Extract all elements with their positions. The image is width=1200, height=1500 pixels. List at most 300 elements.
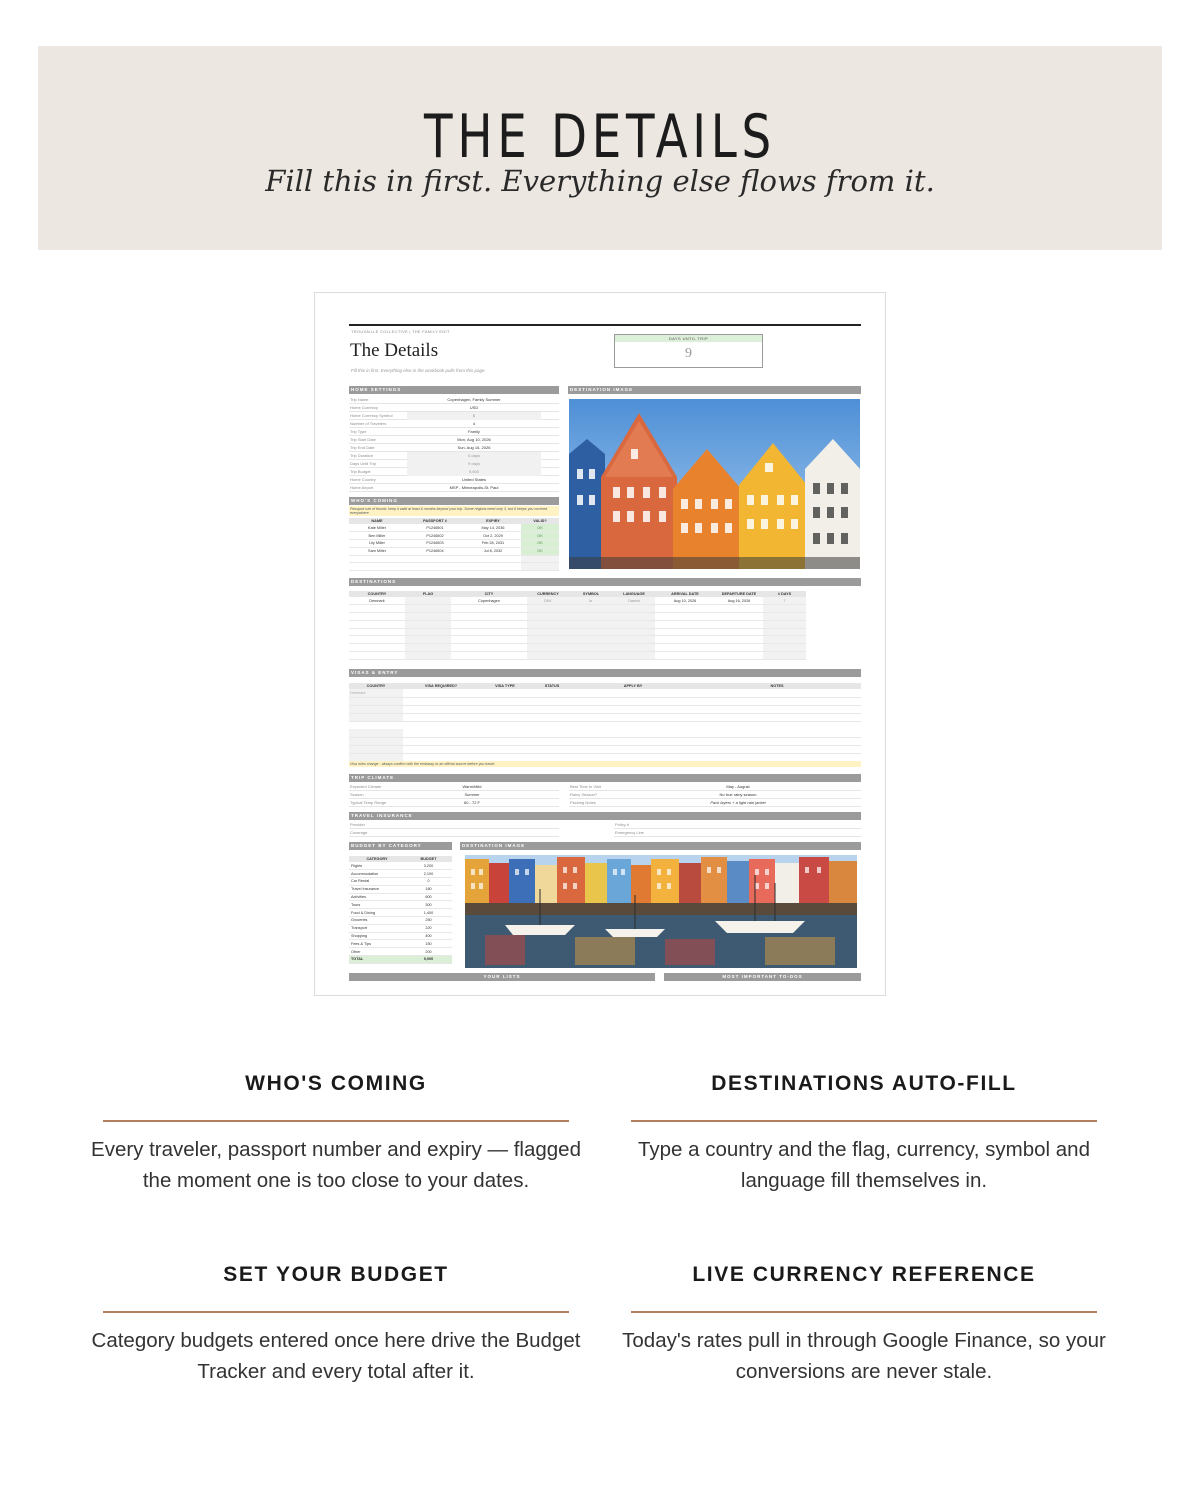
home-setting-value: Mon, Aug 10, 2026 [457, 437, 491, 442]
budget-category: Transport [349, 924, 405, 932]
whos-coming-header: WHO'S COMING [349, 497, 559, 505]
climate-row [349, 791, 559, 799]
climate-row [569, 799, 861, 807]
days-until-trip-label: DAYS UNTIL TRIP [615, 335, 762, 342]
budget-category: Flights [349, 862, 405, 870]
traveler-cell: OK [521, 540, 559, 548]
home-setting-row [349, 396, 559, 404]
visa-cell [479, 753, 531, 761]
climate-value: May - August [726, 784, 750, 789]
visa-row [349, 705, 861, 713]
insurance-label: Policy # [615, 822, 630, 827]
empty-cell [763, 636, 806, 644]
feature-destinations-auto-fill [604, 1072, 1124, 1196]
visa-cell [531, 737, 573, 745]
empty-cell [451, 620, 527, 628]
climate-value: Warm/Mild [462, 784, 482, 789]
visa-cell [693, 737, 861, 745]
empty-cell [655, 613, 715, 621]
empty-cell [451, 628, 527, 636]
climate-row [569, 791, 861, 799]
feature-divider [103, 1120, 569, 1122]
traveler-cell: Oct 2, 2029 [465, 532, 521, 540]
home-setting-row [349, 460, 559, 468]
visa-cell [403, 721, 479, 729]
budget-category: Groceries [349, 917, 405, 925]
destination-cell: Aug 10, 2026 [655, 597, 715, 605]
empty-cell [405, 620, 451, 628]
destination-row [349, 597, 806, 605]
passport-rule-note: Passport rule of thumb: keep it valid at least 6 months beyond your trip. Some regions need only 3, but 6 keeps you covered everywhere. [349, 506, 559, 516]
climate-row [569, 783, 861, 791]
budget-row [349, 940, 452, 948]
feature-divider [631, 1120, 1097, 1122]
empty-cell [527, 620, 569, 628]
visa-cell [531, 721, 573, 729]
traveler-cell: OK [521, 547, 559, 555]
home-setting-row [349, 404, 559, 412]
feature-live-currency-reference [604, 1263, 1124, 1387]
visa-row [349, 697, 861, 705]
header-banner [38, 46, 1162, 250]
traveler-cell: May 14, 2036 [465, 524, 521, 532]
destination-column-header: CITY [451, 591, 527, 597]
climate-label: Packing Notes [570, 800, 596, 805]
feature-description: Every traveler, passport number and expiry — flagged the moment one is too close to your dates. [91, 1138, 581, 1192]
climate-label: Typical Temp Range [350, 800, 387, 805]
destination-column-header: SYMBOL [569, 591, 613, 597]
colorful-houses-illustration [569, 399, 860, 569]
budget-row [349, 909, 452, 917]
traveler-column-header: PASSPORT # [405, 518, 465, 524]
traveler-cell: Ben Miller [349, 532, 405, 540]
traveler-cell: P1246502 [405, 532, 465, 540]
climate-value: 60 - 72 F [463, 800, 480, 805]
climate-value: Pack layers + a light rain jacket [710, 800, 766, 805]
budget-amount: 180 [405, 885, 452, 893]
empty-cell [715, 605, 763, 613]
visa-cell [349, 745, 403, 753]
visa-cell [531, 697, 573, 705]
visa-column-header: APPLY BY [573, 683, 693, 689]
visa-cell [573, 689, 693, 697]
visa-column-header: STATUS [531, 683, 573, 689]
budget-row [349, 878, 452, 886]
visa-cell [531, 705, 573, 713]
visa-column-header: COUNTRY [349, 683, 403, 689]
feature-divider [103, 1311, 569, 1313]
visa-cell [403, 689, 479, 697]
visa-cell [479, 729, 531, 737]
destination-image-header: DESTINATION IMAGE [568, 386, 861, 394]
your-lists-header: YOUR LISTS [349, 973, 655, 981]
climate-label: Best Time to Visit [570, 784, 601, 789]
empty-cell [527, 644, 569, 652]
budget-row [349, 917, 452, 925]
empty-cell [349, 652, 405, 660]
empty-cell [569, 636, 613, 644]
budget-row [349, 893, 452, 901]
trip-climate-header: TRIP CLIMATE [349, 774, 861, 782]
budget-amount: 220 [405, 924, 452, 932]
home-setting-row [349, 452, 559, 460]
destination-empty-row [349, 620, 806, 628]
empty-cell [451, 605, 527, 613]
empty-cell [655, 605, 715, 613]
empty-cell [527, 605, 569, 613]
empty-cell [349, 628, 405, 636]
visa-cell [403, 737, 479, 745]
visa-cell [693, 705, 861, 713]
destination-column-header: FLAG [405, 591, 451, 597]
feature-whos-coming [76, 1072, 596, 1196]
days-until-trip-value: 9 [685, 346, 692, 361]
empty-cell [655, 628, 715, 636]
destination-cell: Danish [613, 597, 655, 605]
traveler-cell: P1246503 [405, 540, 465, 548]
visa-row [349, 753, 861, 761]
visa-cell [349, 721, 403, 729]
empty-cell [715, 652, 763, 660]
visa-cell [403, 713, 479, 721]
empty-cell [613, 620, 655, 628]
visa-column-header: NOTES [693, 683, 861, 689]
empty-cell [405, 652, 451, 660]
visa-cell [479, 705, 531, 713]
home-setting-value: 9 days [407, 460, 541, 468]
home-setting-label: Days Until Trip [350, 461, 377, 466]
visa-cell [573, 713, 693, 721]
destination-empty-row [349, 605, 806, 613]
visa-cell [531, 753, 573, 761]
feature-description: Type a country and the flag, currency, symbol and language fill themselves in. [637, 1138, 1090, 1192]
most-important-todos-header: MOST IMPORTANT TO-DOS [664, 973, 861, 981]
empty-cell [655, 644, 715, 652]
traveler-empty-row [349, 555, 559, 563]
empty-cell [405, 563, 465, 571]
insurance-label: Coverage [350, 830, 368, 835]
home-setting-label: Home Currency [350, 405, 379, 410]
destination-photo-harbor [465, 855, 857, 968]
visa-cell [531, 689, 573, 697]
page-subtitle: Fill this in first. Everything else flows from it. [265, 164, 935, 198]
empty-cell [655, 636, 715, 644]
empty-cell [569, 644, 613, 652]
visa-cell [403, 745, 479, 753]
home-setting-row [349, 444, 559, 452]
visa-cell [479, 689, 531, 697]
empty-cell [715, 628, 763, 636]
traveler-row [349, 547, 559, 555]
empty-cell [569, 605, 613, 613]
visa-row [349, 721, 861, 729]
visa-country-cell: Denmark [349, 689, 403, 697]
empty-cell [715, 620, 763, 628]
budget-amount: 300 [405, 901, 452, 909]
traveler-column-header: VALID? [521, 518, 559, 524]
traveler-column-header: NAME [349, 518, 405, 524]
home-setting-label: Number of Travelers [350, 421, 387, 426]
visa-row [349, 745, 861, 753]
destination-cell: DKK [527, 597, 569, 605]
empty-cell [405, 605, 451, 613]
sheet-subtitle: Fill this in first. Everything else in the workbook pulls from this page. [351, 368, 486, 373]
home-setting-label: Trip Budget [350, 469, 371, 474]
home-setting-row [349, 436, 559, 444]
empty-cell [349, 644, 405, 652]
feature-title: DESTINATIONS AUTO-FILL [711, 1072, 1017, 1095]
home-setting-value: MSP - Minneapolis-St. Paul [449, 485, 499, 490]
visa-cell [573, 721, 693, 729]
empty-cell [349, 605, 405, 613]
insurance-row [349, 821, 559, 829]
destination-cell: 7 [763, 597, 806, 605]
visa-cell [573, 745, 693, 753]
traveler-cell: P1246501 [405, 524, 465, 532]
traveler-cell: P1246504 [405, 547, 465, 555]
empty-cell [405, 555, 465, 563]
empty-cell [569, 628, 613, 636]
budget-category: Fees & Tips [349, 940, 405, 948]
home-setting-value: USD [469, 405, 479, 410]
destinations-table [349, 591, 806, 660]
visa-cell [531, 729, 573, 737]
feature-title: LIVE CURRENCY REFERENCE [692, 1263, 1036, 1286]
empty-cell [527, 636, 569, 644]
visa-cell [479, 697, 531, 705]
traveler-row [349, 524, 559, 532]
destination-cell: Denmark [349, 597, 405, 605]
destinations-header: DESTINATIONS [349, 578, 861, 586]
visa-cell [403, 729, 479, 737]
budget-table [349, 856, 452, 964]
home-setting-row [349, 476, 559, 484]
home-setting-label: Home Airport [350, 485, 374, 490]
home-setting-value: United States [461, 477, 486, 482]
home-setting-value: 9,600 [407, 468, 541, 476]
traveler-row [349, 532, 559, 540]
visa-cell [573, 697, 693, 705]
visa-cell [693, 729, 861, 737]
budget-row [349, 870, 452, 878]
spreadsheet-preview [314, 292, 886, 996]
home-setting-label: Home Country [350, 477, 376, 482]
visa-cell [531, 745, 573, 753]
visas-header: VISAS & ENTRY [349, 669, 861, 677]
home-setting-value: Copenhagen, Family Summer [447, 397, 501, 402]
empty-cell [655, 620, 715, 628]
empty-cell [613, 605, 655, 613]
empty-cell [527, 652, 569, 660]
budget-category: Accommodation [349, 870, 405, 878]
feature-title: WHO'S COMING [245, 1072, 427, 1095]
climate-value: No true rainy season [719, 792, 757, 797]
home-setting-label: Trip End Date [350, 445, 375, 450]
travel-insurance-header: TRAVEL INSURANCE [349, 812, 861, 820]
visa-cell [349, 713, 403, 721]
empty-cell [527, 613, 569, 621]
destination-column-header: COUNTRY [349, 591, 405, 597]
traveler-cell: OK [521, 524, 559, 532]
destination-column-header: # DAYS [763, 591, 806, 597]
sheet-title: The Details [350, 340, 439, 361]
travelers-table [349, 518, 559, 571]
visa-row [349, 729, 861, 737]
empty-cell [451, 644, 527, 652]
climate-label: Expected Climate [350, 784, 382, 789]
traveler-empty-row [349, 563, 559, 571]
budget-amount: 250 [405, 917, 452, 925]
destination-photo-houses [569, 399, 860, 569]
destination-column-header: LANGUAGE [613, 591, 655, 597]
home-setting-label: Home Currency Symbol [350, 413, 393, 418]
destination-cell [405, 597, 451, 605]
empty-cell [349, 613, 405, 621]
budget-amount: 3,200 [405, 862, 452, 870]
empty-cell [349, 563, 405, 571]
visa-cell [693, 713, 861, 721]
empty-cell [763, 628, 806, 636]
destination-column-header: DEPARTURE DATE [715, 591, 763, 597]
visa-column-header: VISA TYPE [479, 683, 531, 689]
budget-amount: 150 [405, 940, 452, 948]
harbor-illustration [465, 855, 857, 968]
home-setting-value: 6 days [407, 452, 541, 460]
empty-cell [613, 644, 655, 652]
empty-cell [613, 636, 655, 644]
budget-amount: 0 [405, 878, 452, 886]
empty-cell [521, 555, 559, 563]
insurance-row [349, 829, 559, 837]
traveler-cell: Sam Miller [349, 547, 405, 555]
empty-cell [349, 636, 405, 644]
visa-cell [573, 737, 693, 745]
empty-cell [569, 620, 613, 628]
feature-title: SET YOUR BUDGET [223, 1263, 449, 1286]
empty-cell [655, 652, 715, 660]
budget-row [349, 924, 452, 932]
budget-row [349, 948, 452, 956]
home-setting-row [349, 412, 559, 420]
feature-description: Today's rates pull in through Google Finance, so your conversions are never stale. [622, 1329, 1106, 1383]
empty-cell [451, 613, 527, 621]
climate-label: Season [350, 792, 364, 797]
visa-row [349, 737, 861, 745]
budget-column-header: BUDGET [405, 856, 452, 862]
visa-cell [403, 697, 479, 705]
visa-cell [349, 697, 403, 705]
budget-total-value: 9,000 [405, 956, 452, 964]
insurance-row [614, 829, 861, 837]
destination-empty-row [349, 636, 806, 644]
empty-cell [349, 620, 405, 628]
visa-rules-note: Visa rules change - always confirm with the embassy or an official source before you travel. [349, 761, 861, 767]
traveler-cell: Jul 8, 2032 [465, 547, 521, 555]
home-setting-label: Trip Type [350, 429, 367, 434]
feature-set-your-budget [76, 1263, 596, 1387]
empty-cell [569, 652, 613, 660]
budget-row [349, 885, 452, 893]
visa-cell [349, 705, 403, 713]
empty-cell [405, 636, 451, 644]
empty-cell [613, 628, 655, 636]
feature-description: Category budgets entered once here drive the Budget Tracker and every total after it. [91, 1329, 581, 1383]
empty-cell [569, 613, 613, 621]
visa-cell [573, 753, 693, 761]
insurance-row [614, 821, 861, 829]
budget-category: Other [349, 948, 405, 956]
visa-cell [403, 705, 479, 713]
page-title: THE DETAILS [424, 102, 776, 172]
budget-amount: 1,400 [405, 909, 452, 917]
budget-column-header: CATEGORY [349, 856, 405, 862]
climate-label: Rainy Season? [570, 792, 598, 797]
visas-table [349, 683, 861, 762]
visa-cell [693, 745, 861, 753]
empty-cell [613, 652, 655, 660]
empty-cell [405, 628, 451, 636]
visa-cell [349, 729, 403, 737]
home-setting-label: Trip Name [350, 397, 369, 402]
home-setting-value: 4 [472, 421, 476, 426]
empty-cell [349, 555, 405, 563]
visa-cell [479, 721, 531, 729]
empty-cell [465, 555, 521, 563]
climate-row [349, 799, 559, 807]
budget-category: Car Rental [349, 878, 405, 886]
visa-cell [403, 753, 479, 761]
budget-amount: 200 [405, 948, 452, 956]
empty-cell [763, 652, 806, 660]
empty-cell [613, 613, 655, 621]
traveler-column-header: EXPIRY [465, 518, 521, 524]
budget-amount: 2,100 [405, 870, 452, 878]
empty-cell [405, 644, 451, 652]
destination-empty-row [349, 652, 806, 660]
empty-cell [763, 605, 806, 613]
destination-image-2-header: DESTINATION IMAGE [460, 842, 861, 850]
visa-cell [479, 745, 531, 753]
traveler-cell: Kate Miller [349, 524, 405, 532]
empty-cell [451, 636, 527, 644]
home-setting-value: Family [468, 429, 480, 434]
visa-cell [479, 737, 531, 745]
empty-cell [451, 652, 527, 660]
insurance-label: Provider [350, 822, 365, 827]
home-setting-row [349, 484, 559, 492]
budget-by-category-header: BUDGET BY CATEGORY [349, 842, 452, 850]
visa-cell [349, 737, 403, 745]
climate-row [349, 783, 559, 791]
empty-cell [465, 563, 521, 571]
destination-column-header: ARRIVAL DATE [655, 591, 715, 597]
insurance-label: Emergency Line [615, 830, 644, 835]
empty-cell [715, 636, 763, 644]
budget-amount: 600 [405, 893, 452, 901]
home-setting-row [349, 428, 559, 436]
home-setting-value: $ [407, 412, 541, 420]
home-setting-label: Trip Duration [350, 453, 373, 458]
budget-category: Activities [349, 893, 405, 901]
budget-total-label: TOTAL [349, 956, 405, 964]
sheet-brand: TROUVAILLE COLLECTIVE | THE FAMILY EDIT [351, 329, 450, 334]
climate-value: Summer [464, 792, 480, 797]
destination-cell: kr [569, 597, 613, 605]
visa-cell [573, 729, 693, 737]
home-setting-label: Trip Start Date [350, 437, 376, 442]
visa-row [349, 713, 861, 721]
home-setting-row [349, 468, 559, 476]
